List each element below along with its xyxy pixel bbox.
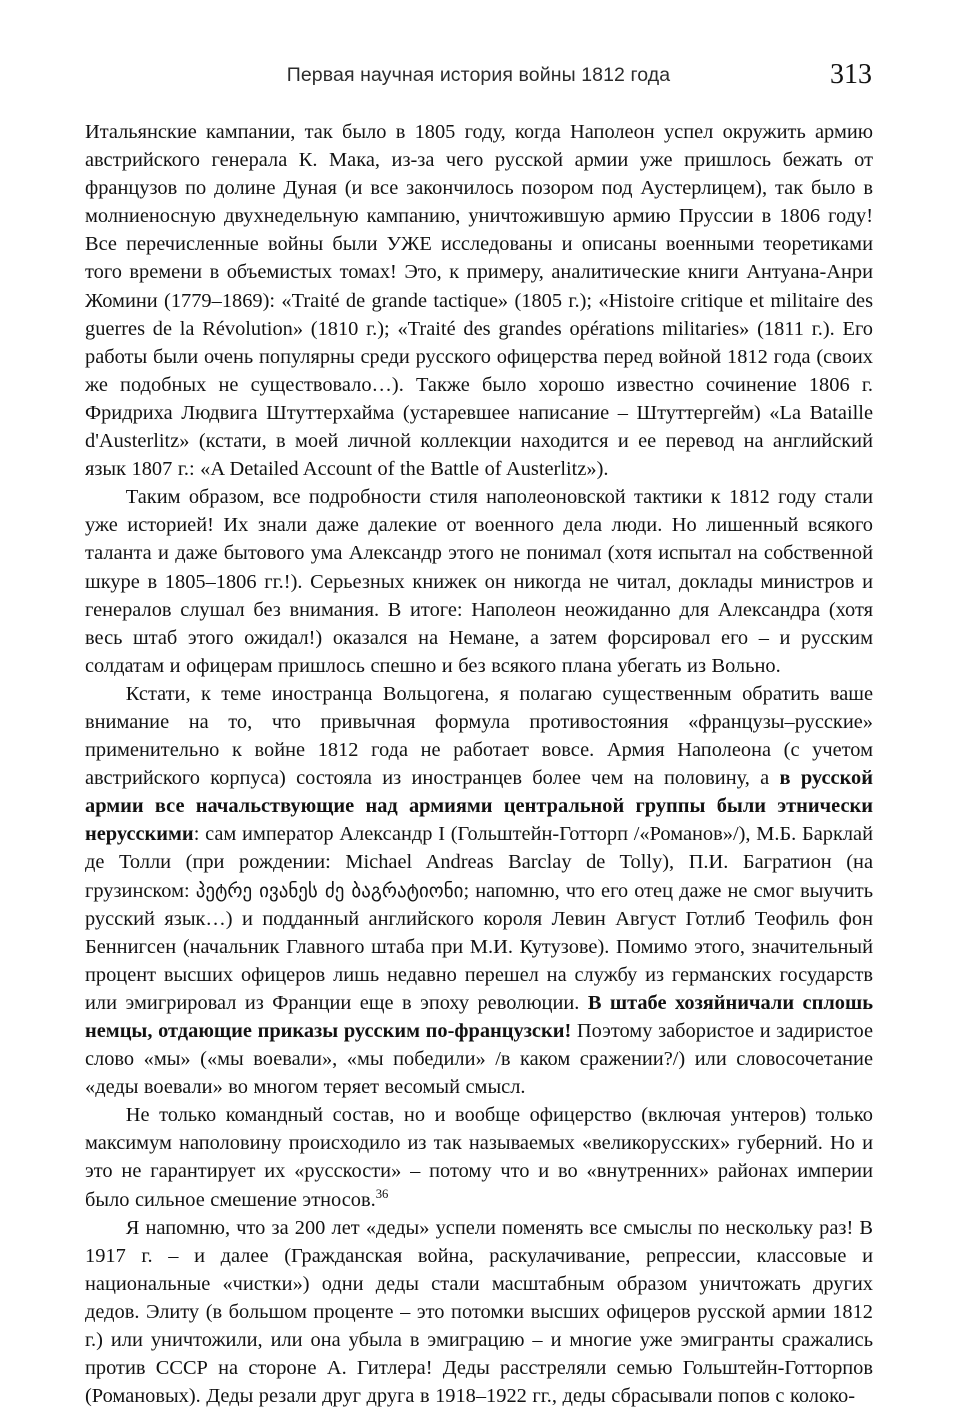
paragraph (85, 680, 873, 1101)
text-run: Я напомню, что за 200 лет «деды» успели поменять все смыслы по нескольку раз! В 1917 г. – и далее (Гражданская война, раскулачивание, репрессии, классовые и национальные «чистки») одни деды стали масштабным образом уничтожать других дедов. Элиту (в большом проценте – это потомки высших офицеров русской армии 1812 г.) или уничтожили, или она убыла в эмиграцию – и многие уже эмигранты сражались против СССР на стороне А. Гитлера! Деды расстреляли семью Гольштейн-Готторпов (Романовых). Деды резали друг друга в 1918–1922 гг., деды сбрасывали попов с колоко- (85, 1216, 873, 1408)
paragraph (85, 1214, 873, 1410)
text-run: ; напомню, что его отец даже не смог выучить русский язык…) и подданный английского короля Левин Август Готлиб Теофиль фон Беннигсен (начальник Главного штаба при М.И. Кутузове). Помимо этого, значительный процент высших офицеров лишь недавно перешел на службу из германских государств или эмигрировал из Франции еще в эпоху революции. (85, 879, 874, 1014)
body-text-block (85, 118, 873, 1410)
paragraph (85, 118, 873, 483)
text-run: Не только командный состав, но и вообще офицерство (включая унтеров) только максимум наполовину происходило из так называемых «великорусских» губерний. Но и это не гарантирует их «русскости» – потому что и во «внутренних» районах империи было сильное смешение этносов. (85, 1104, 873, 1211)
bold-emphasis: В штабе хозяйничали сплошь немцы, отдающие приказы русским по-французски! (85, 991, 873, 1042)
text-run: Поэтому забористое и задиристое слово «мы» («мы воевали», «мы победили» /в каком сражении?/) или словосочетание «деды воевали» во многом теряет весомый смысл. (85, 1020, 873, 1099)
georgian-text: პეტრე ივანეს ძე ბაგრატიონი (195, 879, 464, 902)
paragraph (85, 483, 873, 680)
text-run: Кстати, к теме иностранца Вольцогена, я полагаю существенным обратить ваше внимание на то, что привычная формула противостояния «французы–русские» применительно к войне 1812 года не работает вовсе. Армия Наполеона (с учетом австрийского корпуса) состояла из иностранцев более чем на половину, а (85, 682, 873, 790)
text-run: : сам император Александр I (Гольштейн-Готторп /«Романов»/), М.Б. Барклай де Толли (при рождении: Michael Andreas Barclay de Tolly), П.И. Багратион (на грузинском: (85, 823, 873, 902)
footnote-reference: 36 (375, 1186, 389, 1201)
running-head-title: Первая научная история войны 1812 года (286, 64, 671, 86)
text-run: Итальянские кампании, так было в 1805 году, когда Наполеон успел окружить армию австрийского генерала К. Мака, из-за чего русской армии уже пришлось бежать от французов по долине Дуная (и все закончилось позором под Аустерлицем), так было в молниеносную двухнедельную кампанию, уничтожившую армию Пруссии в 1806 году! Все перечисленные войны были УЖЕ исследованы и описаны военными теоретиками того времени в объемистых томах! Это, к примеру, аналитические книги Антуана-Анри Жомини (1779–1869): «Traité de grande tactique» (1805 г.); «Histoire critique et militaire des guerres de la Révolution» (1810 г.); «Traité des grandes opérations militaries» (1811 г.). Его работы были очень популярны среди русского офицерства перед войной 1812 года (своих же подобных не существовало…). Также было хорошо известно сочинение 1806 г. Фридриха Людвига Штуттерхайма (устаревшее написание – Штуттергейм) «La Bataille d'Austerlitz» (кстати, в моей личной коллекции находится и ее перевод на английский язык 1807 г.: «A Detailed Account of the Battle of Austerlitz»). (85, 121, 873, 481)
running-head (85, 59, 872, 96)
text-run: Таким образом, все подробности стиля наполеоновской тактики к 1812 году стали уже историей! Их знали даже далекие от военного дела люди. Но лишенный всякого таланта и даже бытового ума Александр этого не понимал (хотя испытал на собственной шкуре в 1805–1806 гг.!). Серьезных книжек он никогда не читал, доклады министров и генералов слушал без внимания. В итоге: Наполеон неожиданно для Александра (хотя весь штаб этого ожидал!) оказался на Немане, а затем форсировал его – и русским солдатам и офицерам пришлось спешно и без всякого плана убегать из Вольно. (85, 486, 873, 677)
bold-emphasis: в русской армии все начальствующие над армиями центральной группы были этнически нерусскими (85, 767, 873, 846)
page-number: 313 (830, 59, 872, 90)
paragraph (85, 1101, 873, 1213)
